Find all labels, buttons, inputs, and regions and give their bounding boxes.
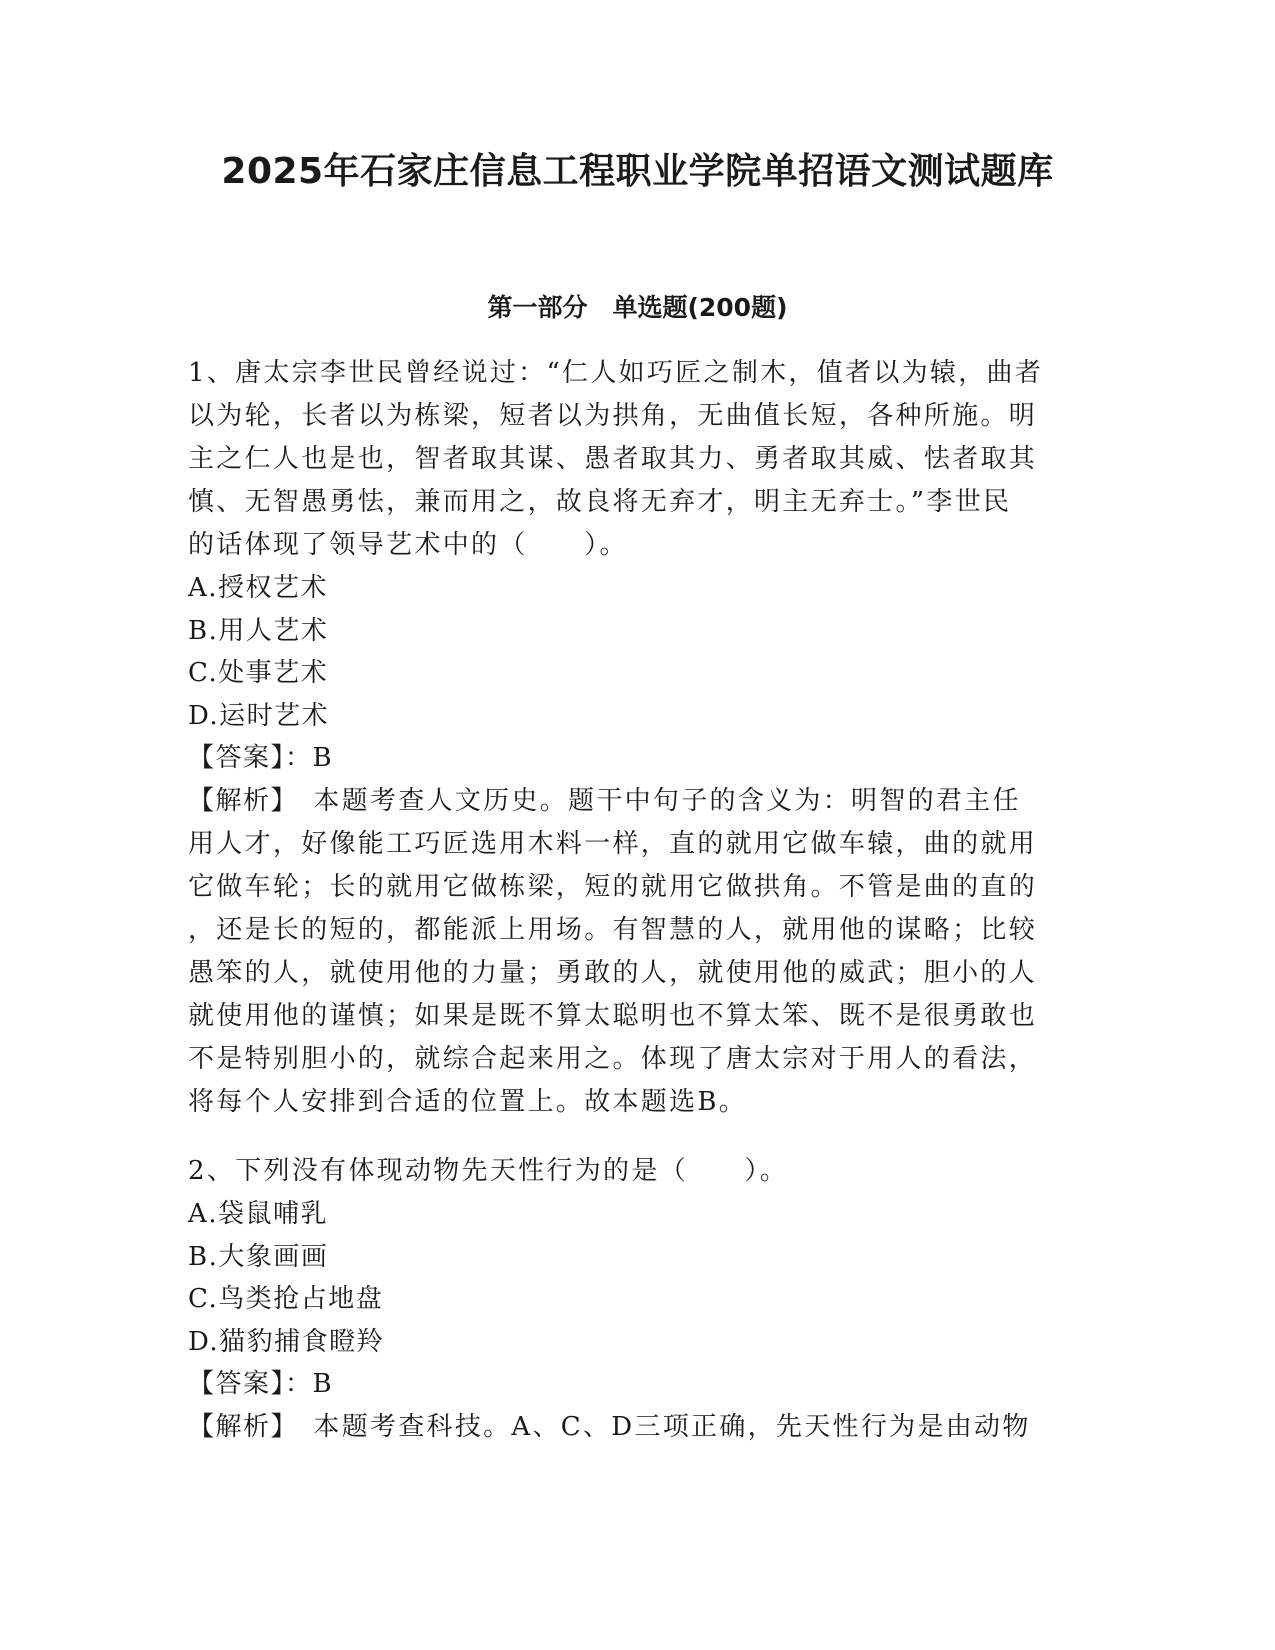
option-c: C.鸟类抢占地盘 [188, 1284, 384, 1314]
document-title: 2025年石家庄信息工程职业学院单招语文测试题库 [221, 151, 1054, 192]
option-c: C.处事艺术 [188, 658, 329, 688]
answer-value: B [312, 743, 334, 773]
analysis-text: 本题考查科技。A、C、D三项正确，先天性行为是由动物 [285, 1411, 1031, 1442]
option-a: A.袋鼠哺乳 [188, 1199, 329, 1229]
analysis-line: 不是特别胆小的，就综合起来用之。体现了唐太宗对于用人的看法， [188, 1043, 1038, 1074]
answer-value: B [312, 1369, 334, 1399]
question-stem [188, 352, 1068, 567]
option-a: A.授权艺术 [188, 573, 329, 603]
analysis-line: 用人才，好像能工巧匠选用木料一样，直的就用它做车辕，曲的就用 [188, 828, 1038, 859]
analysis-line: 它做车轮；长的就用它做栋梁，短的就用它做拱角。不管是曲的直的 [188, 871, 1038, 902]
analysis-line: 就使用他的谨慎；如果是既不算太聪明也不算太笨、既不是很勇敢也 [188, 1000, 1038, 1031]
option-b: B.用人艺术 [188, 615, 329, 646]
question-2 [188, 1150, 1068, 1449]
option-d: D.猫豹捕食瞪羚 [188, 1326, 385, 1357]
analysis-line [188, 780, 1068, 823]
question-1 [188, 352, 1068, 1124]
option-b: B.大象画画 [188, 1241, 329, 1272]
analysis-line: 愚笨的人，就使用他的力量；勇敢的人，就使用他的威武；胆小的人 [188, 957, 1038, 988]
answer-label: 【答案】： [188, 743, 313, 773]
section-heading: 第一部分 单选题(200题) [487, 293, 788, 322]
analysis-label: 【解析】 [188, 1411, 286, 1442]
analysis-line: ，还是长的短的，都能派上用场。有智慧的人，就用他的谋略；比较 [188, 914, 1038, 945]
analysis-label: 【解析】 [188, 785, 286, 816]
stem-line: 主之仁人也是也，智者取其谋、愚者取其力、勇者取其威、怯者取其 [188, 444, 1038, 474]
option-d: D.运时艺术 [188, 700, 330, 731]
stem-line: 以为轮，长者以为栋梁，短者以为拱角，无曲值长短，各种所施。明 [188, 401, 1038, 431]
analysis-line [188, 1406, 1068, 1449]
analysis-text: 本题考查人文历史。题干中句子的含义为：明智的君主任 [285, 785, 1021, 816]
question-stem [188, 1150, 1068, 1193]
answer-line [188, 1363, 1068, 1406]
analysis-line: 将每个人安排到合适的位置上。故本题选B。 [188, 1086, 748, 1117]
stem-line: 慎、无智愚勇怯，兼而用之，故良将无弃才，明主无弃士。”李世民 [188, 487, 1012, 517]
stem-line: 的话体现了领导艺术中的（ ）。 [188, 530, 628, 560]
stem-line: 1、唐太宗李世民曾经说过：“仁人如巧匠之制木，值者以为辕，曲者 [188, 358, 1044, 388]
answer-label: 【答案】： [188, 1369, 313, 1399]
answer-line [188, 737, 1068, 780]
stem-line: 2、下列没有体现动物先天性行为的是（ ）。 [188, 1156, 789, 1186]
